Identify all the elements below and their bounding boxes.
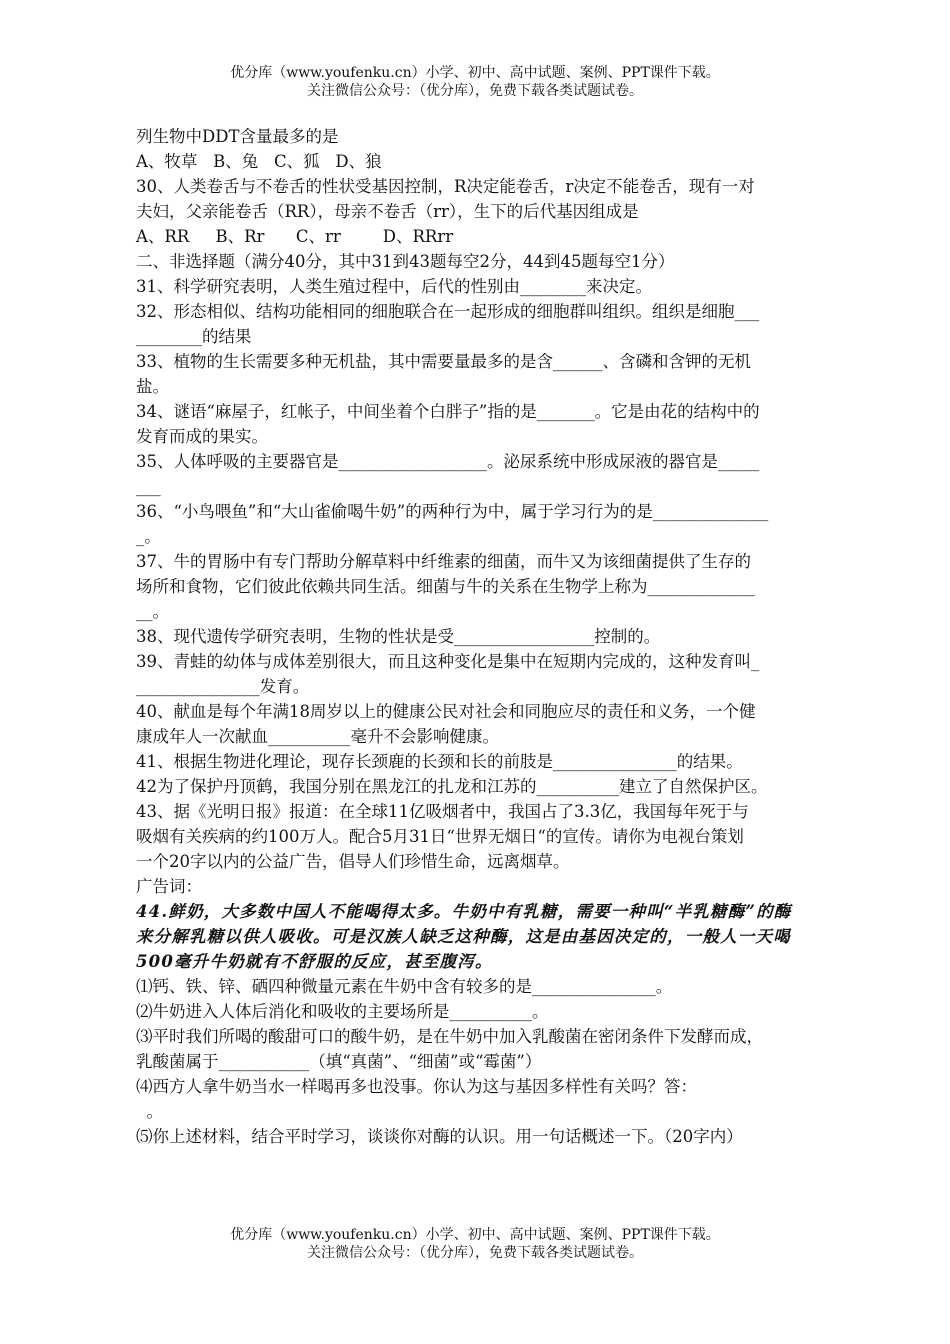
text-line: 500毫升牛奶就有不舒服的反应，甚至腹泻。: [136, 952, 493, 971]
header-line-1: 优分库（www.youfenku.cn）小学、初中、高中试题、案例、PPT课件下载。: [230, 65, 720, 81]
text-line: 盐。: [136, 377, 169, 396]
question-36: 36、“小鸟喂鱼”和“大山雀偷喝牛奶”的两种行为中，属于学习行为的是______________: [136, 502, 769, 521]
question-40: 40、献血是每个年满18周岁以上的健康公民对社会和同胞应尽的责任和义务，一个健: [136, 702, 756, 721]
question-35: 35、人体呼吸的主要器官是__________________。泌尿系统中形成尿液的器官是_____: [136, 452, 760, 471]
text-line: 夫妇，父亲能卷舌（RR），母亲不卷舌（rr），生下的后代基因组成是: [136, 202, 639, 221]
question-41: 41、根据生物进化理论，现存长颈鹿的长颈和长的前肢是_______________的结果。: [136, 752, 743, 771]
sub-question-4: ⑷西方人拿牛奶当水一样喝再多也没事。你认为这与基因多样性有关吗？答：: [136, 1077, 697, 1096]
question-32: 32、形态相似、结构功能相同的细胞联合在一起形成的细胞群叫组织。组织是细胞___: [136, 302, 760, 321]
text-line: 康成年人一次献血__________毫升不会影响健康。: [136, 727, 499, 746]
question-31: 31、科学研究表明，人类生殖过程中，后代的性别由________来决定。: [136, 277, 652, 296]
question-34: 34、谜语“麻屋子，红帐子，中间坐着个白胖子”指的是_______。它是由花的结构中的: [136, 402, 760, 421]
text-line: __。: [136, 602, 169, 621]
text-line: 。: [136, 1102, 163, 1121]
sub-question-1: ⑴钙、铁、锌、硒四种微量元素在牛奶中含有较多的是_______________。: [136, 977, 673, 996]
text-line: 场所和食物，它们彼此依赖共同生活。细菌与牛的关系在生物学上称为_____________: [136, 577, 755, 596]
footer-line-1: 优分库（www.youfenku.cn）小学、初中、高中试题、案例、PPT课件下载。: [230, 1227, 720, 1243]
text-line: ___: [136, 477, 161, 496]
question-39: 39、青蛙的幼体与成体差别很大，而且这种变化是集中在短期内完成的，这种发育叫_: [136, 652, 760, 671]
text-line: A、牧草 B、兔 C、狐 D、狼: [136, 152, 382, 171]
header-line-2: 关注微信公众号：（优分库），免费下载各类试题试卷。: [307, 83, 643, 99]
question-42: 42为了保护丹顶鹤，我国分别在黑龙江的扎龙和江苏的__________建立了自然保护区。: [136, 777, 768, 796]
text-line: 一个20字以内的公益广告，倡导人们珍惜生命，远离烟草。: [136, 852, 570, 871]
ad-slogan-label: 广告词：: [136, 877, 202, 896]
section-heading: 二、非选择题（满分40分，其中31到43题每空2分，44到45题每空1分）: [136, 252, 675, 271]
text-line: ________的结果: [136, 327, 252, 346]
question-43: 43、据《光明日报》报道：在全球11亿吸烟者中，我国占了3.3亿，我国每年死于与: [136, 802, 749, 821]
text-line: _。: [136, 527, 161, 546]
text-line: 列生物中DDT含量最多的是: [136, 127, 339, 146]
page-footer: [0, 1226, 950, 1262]
page-header: [0, 64, 950, 100]
text-line: 吸烟有关疾病的约100万人。配合5月31日“世界无烟日“的宣传。请你为电视台策划: [136, 827, 744, 846]
text-line: _______________发育。: [136, 677, 310, 696]
text-line: 乳酸菌属于___________（填“真菌”、“细菌”或“霉菌”）: [136, 1052, 542, 1071]
document-body: [136, 124, 862, 1149]
text-line: 30、人类卷舌与不卷舌的性状受基因控制，R决定能卷舌，r决定不能卷舌，现有一对: [136, 177, 755, 196]
question-44: 44.鲜奶，大多数中国人不能喝得太多。牛奶中有乳糖，需要一种叫“半乳糖酶”的酶: [136, 902, 792, 921]
question-33: 33、植物的生长需要多种无机盐，其中需要量最多的是含______、含磷和含钾的无机: [136, 352, 751, 371]
sub-question-3: ⑶平时我们所喝的酸甜可口的酸牛奶，是在牛奶中加入乳酸菌在密闭条件下发酵而成，: [136, 1027, 763, 1046]
question-38: 38、现代遗传学研究表明，生物的性状是受_________________控制的。: [136, 627, 661, 646]
text-line: A、RR B、Rr C、rr D、RRrr: [136, 227, 454, 246]
sub-question-2: ⑵牛奶进入人体后消化和吸收的主要场所是__________。: [136, 1002, 549, 1021]
sub-question-5: ⑸你上述材料，结合平时学习，谈谈你对酶的认识。用一句话概述一下。（20字内）: [136, 1127, 743, 1146]
footer-line-2: 关注微信公众号：（优分库），免费下载各类试题试卷。: [307, 1245, 643, 1261]
text-line: 发育而成的果实。: [136, 427, 268, 446]
text-line: 来分解乳糖以供人吸收。可是汉族人缺乏这种酶，这是由基因决定的，一般人一天喝: [136, 927, 791, 946]
question-37: 37、牛的胃肠中有专门帮助分解草料中纤维素的细菌，而牛又为该细菌提供了生存的: [136, 552, 751, 571]
